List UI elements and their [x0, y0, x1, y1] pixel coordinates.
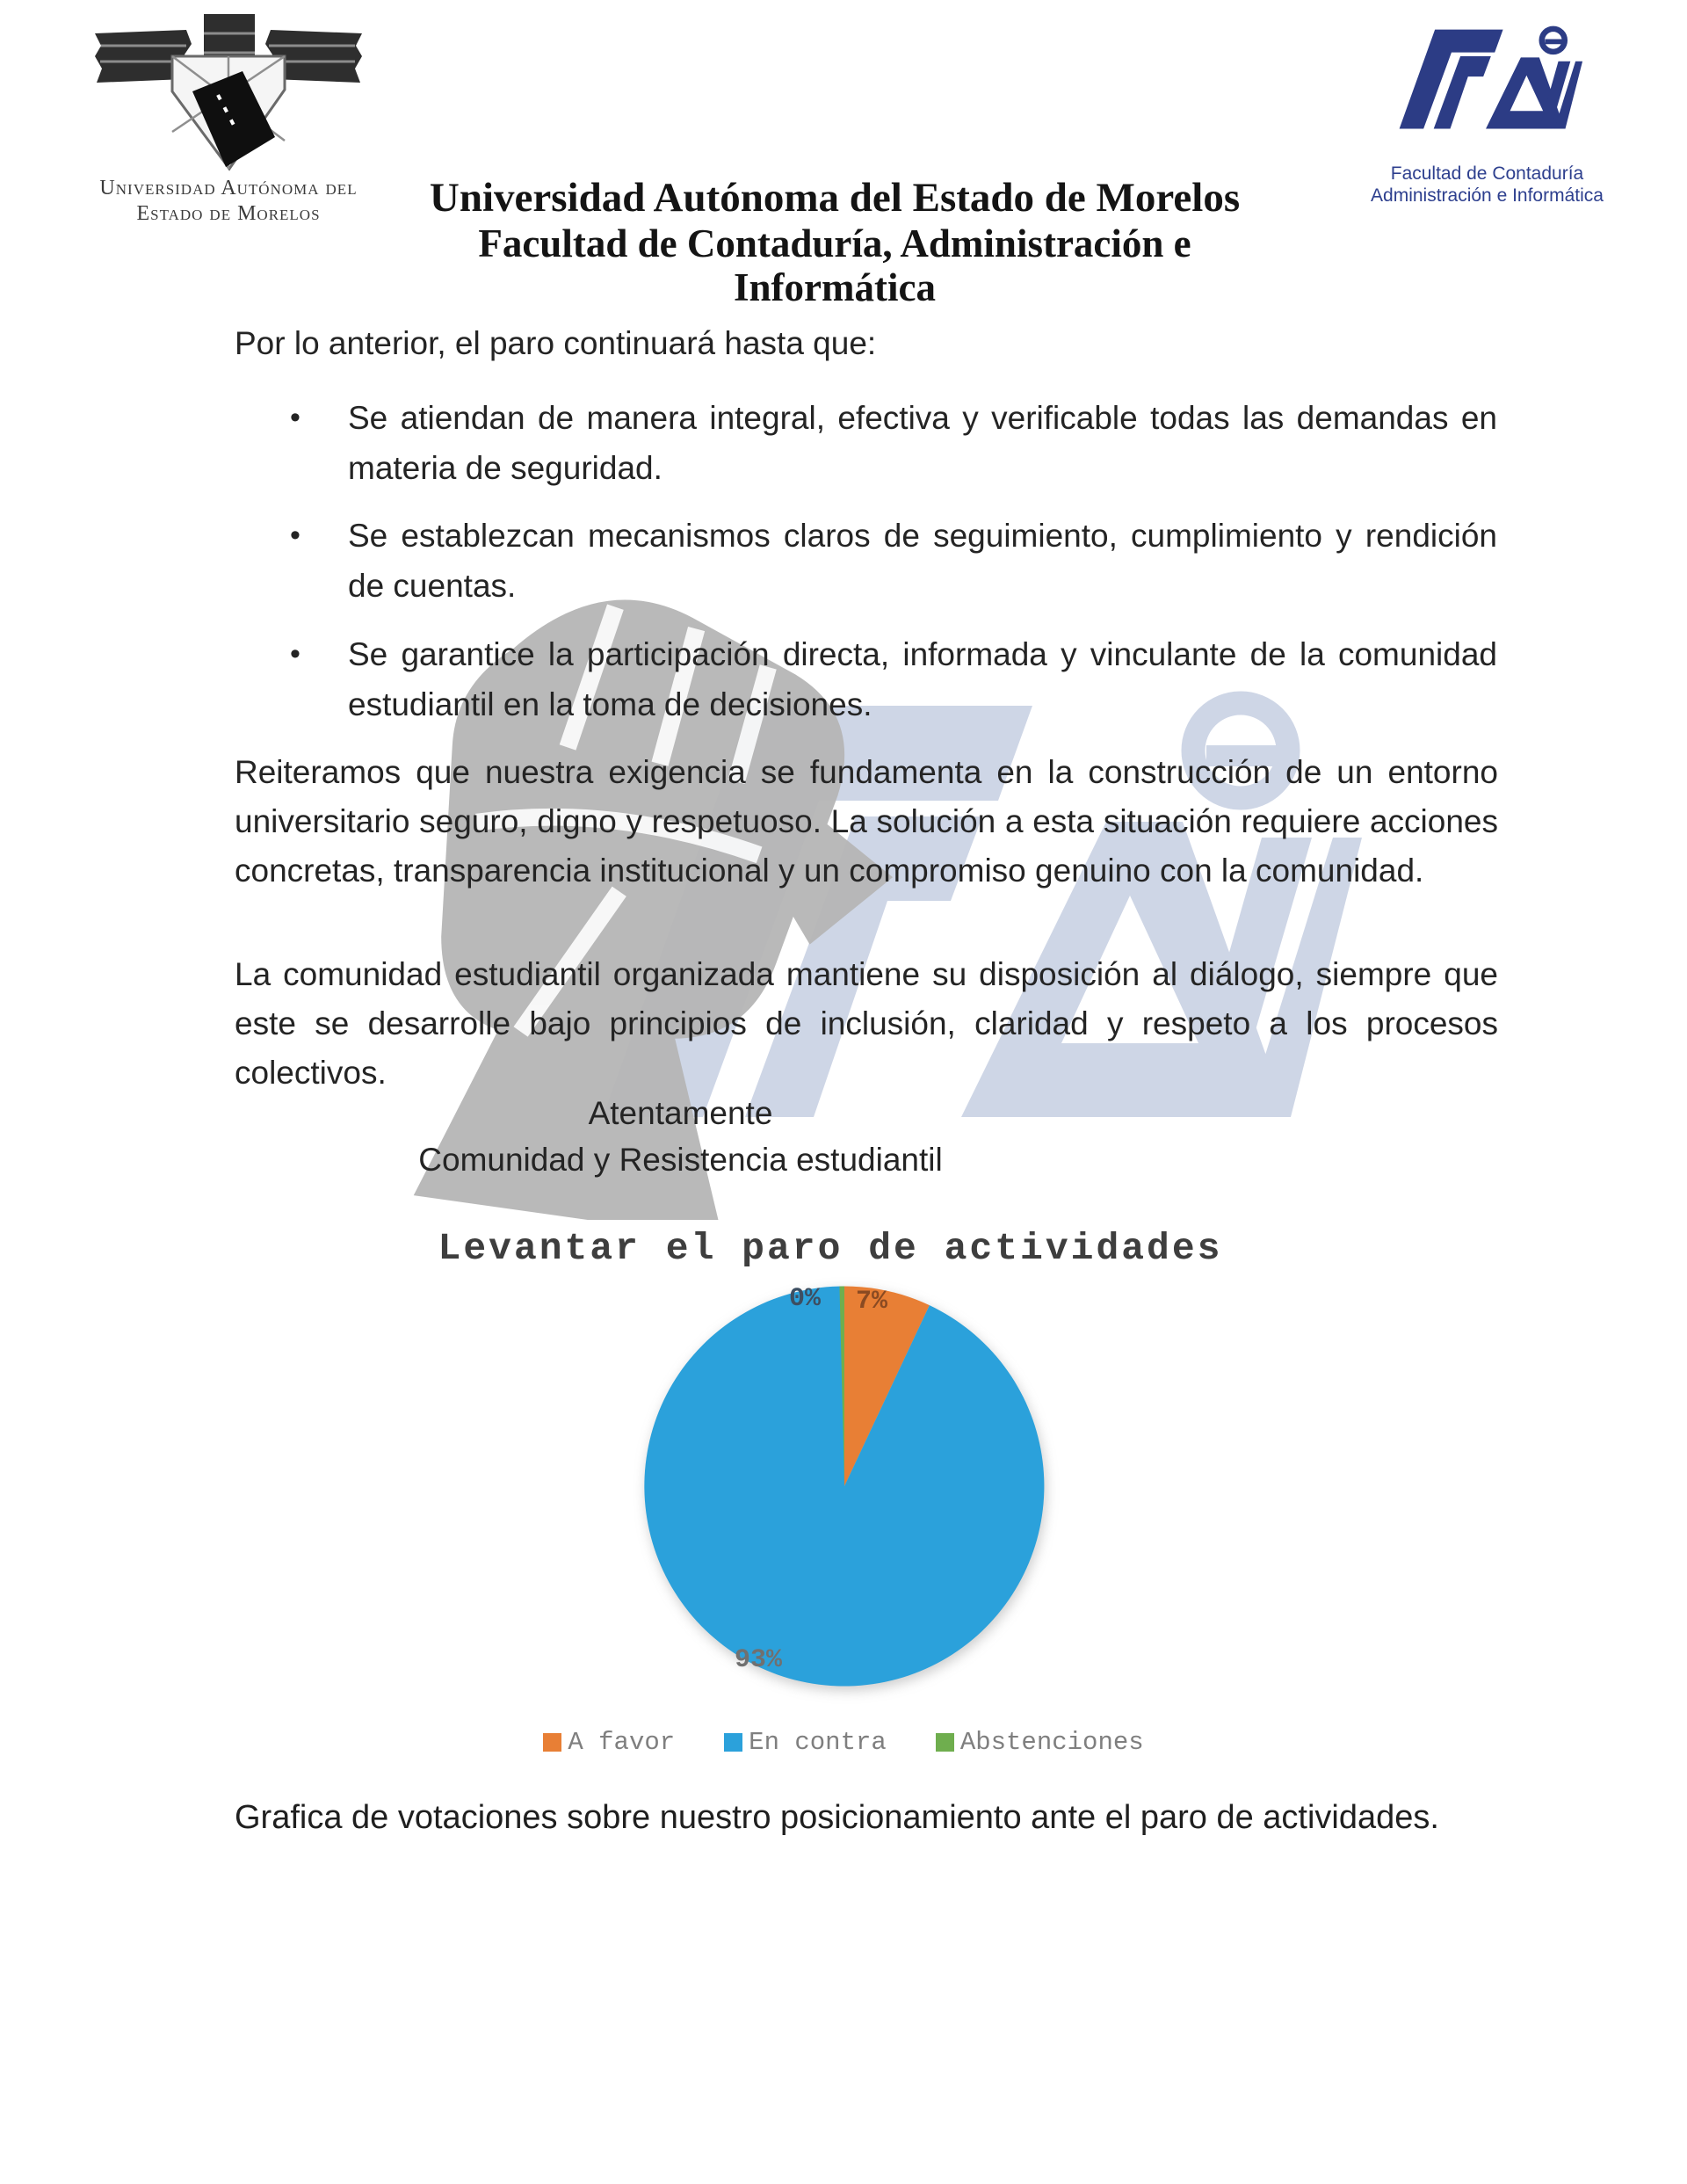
fcaei-caption-line1: Facultad de Contaduría	[1390, 163, 1584, 184]
header-title-line2: Facultad de Contaduría, Administración e Informática	[478, 221, 1191, 309]
legend-item-a-favor	[543, 1728, 675, 1757]
pie-chart-title: Levantar el paro de actividades	[438, 1227, 1223, 1270]
fcaei-caption-line2: Administración e Informática	[1371, 185, 1604, 206]
bullet-text: Se garantice la participación directa, informada y vinculante de la comunidad estudiantil en la toma de decisiones.	[348, 636, 1497, 722]
legend-item-en-contra	[724, 1728, 887, 1757]
legend-label-abstenciones: Abstenciones	[959, 1728, 1144, 1757]
pie-chart	[634, 1276, 1054, 1696]
fcaei-logo-caption	[1336, 163, 1639, 207]
bullet-text: Se atiendan de manera integral, efectiva y verificable todas las demandas en materia de seguridad.	[348, 400, 1497, 486]
pie-data-label-en-contra: 93%	[735, 1645, 783, 1675]
bullet-item	[290, 393, 1497, 493]
closing-signature: Comunidad y Resistencia estudiantil	[418, 1142, 943, 1178]
paragraph-reiteramos: Reiteramos que nuestra exigencia se fundamenta en la construcción de un entorno universitario seguro, digno y respetuoso. La solución a esta situación requiere acciones concretas, transparencia institucional y un compromiso genuino con la comunidad.	[235, 754, 1498, 889]
closing-block	[235, 1090, 1126, 1183]
bullet-text: Se establezcan mecanismos claros de seguimiento, cumplimiento y rendición de cuentas.	[348, 518, 1497, 604]
fcaei-logo-icon	[1358, 19, 1617, 153]
legend-item-abstenciones	[936, 1728, 1144, 1757]
crest-caption	[18, 176, 439, 227]
bullet-marker: •	[290, 519, 300, 552]
bullet-item	[290, 511, 1497, 611]
legend-swatch-abstenciones	[936, 1733, 954, 1752]
fcaei-logo-block	[1336, 19, 1639, 207]
chart-caption: Grafica de votaciones sobre nuestro posicionamiento ante el paro de actividades.	[235, 1799, 1439, 1836]
legend-label-a-favor: A favor	[568, 1728, 676, 1757]
university-crest-icon	[88, 7, 369, 176]
bullet-marker: •	[290, 401, 300, 434]
intro-paragraph: Por lo anterior, el paro continuará hasta que:	[235, 325, 877, 361]
crest-caption-line2: Estado de Morelos	[136, 202, 321, 225]
closing-salutation: Atentamente	[588, 1095, 773, 1131]
paragraph-comunidad: La comunidad estudiantil organizada mantiene su disposición al diálogo, siempre que este se desarrolle bajo principios de inclusión, claridad y respeto a los procesos colectivos.	[235, 956, 1498, 1091]
legend-label-en-contra: En contra	[749, 1728, 887, 1757]
bullet-item	[290, 629, 1497, 729]
legend-swatch-a-favor	[543, 1733, 561, 1752]
crest-caption-line1: Universidad Autónoma del	[99, 177, 358, 200]
pie-data-label-a-favor: 7%	[856, 1287, 888, 1317]
chart-legend	[0, 1728, 1687, 1757]
legend-swatch-en-contra	[724, 1733, 742, 1752]
document-header-title	[400, 174, 1270, 309]
pie-data-label-abstenciones: 0%	[789, 1284, 822, 1314]
header-title-line1: Universidad Autónoma del Estado de Morelos	[429, 175, 1241, 221]
bullet-marker: •	[290, 637, 300, 671]
